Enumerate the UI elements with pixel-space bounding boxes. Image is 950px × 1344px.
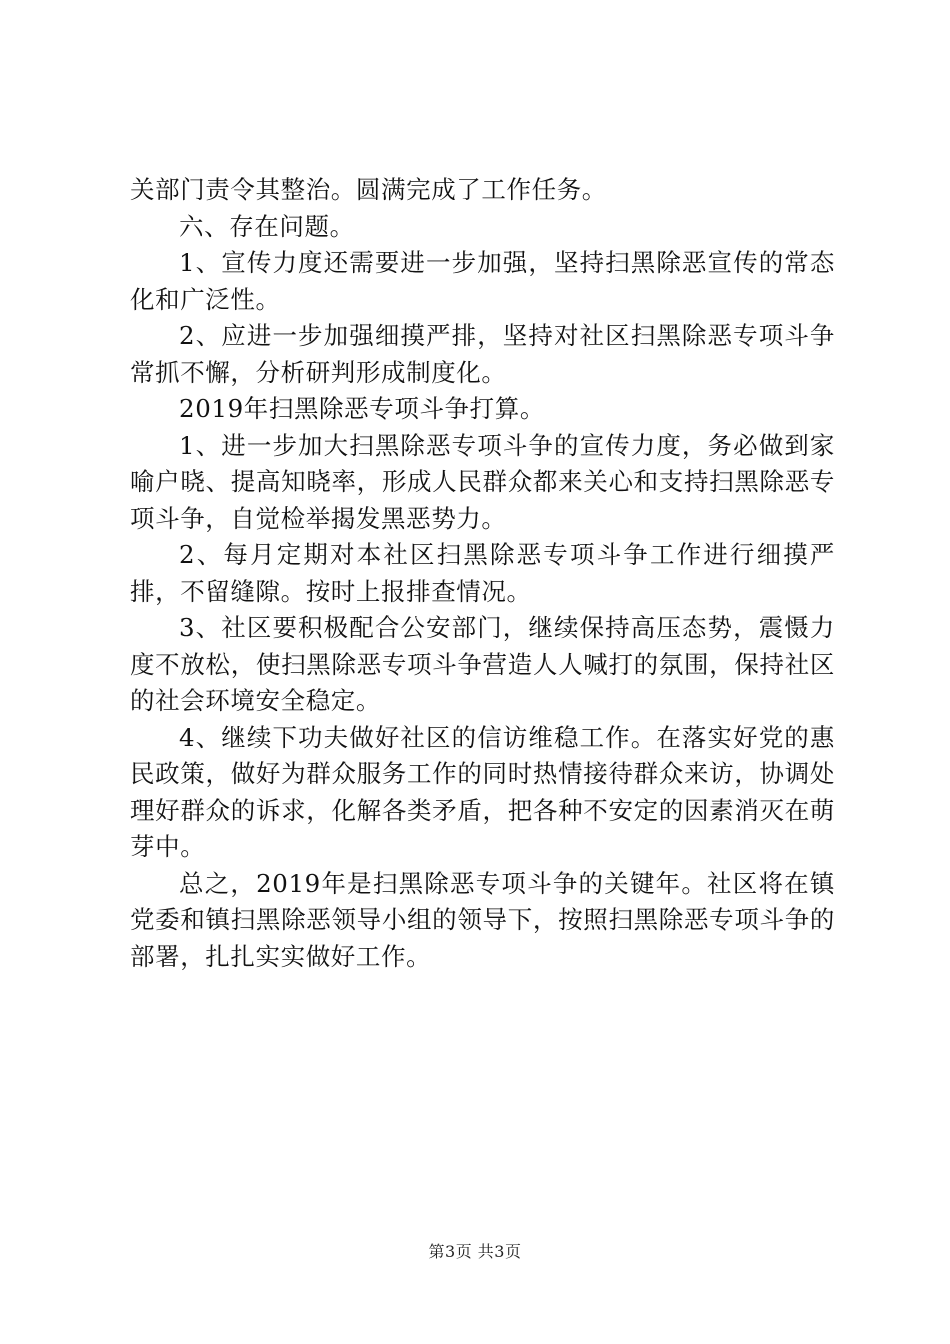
paragraph-continuation: 关部门责令其整治。圆满完成了工作任务。 bbox=[130, 175, 607, 204]
section-heading-plan: 2019年扫黑除恶专项斗争打算。 bbox=[179, 394, 545, 423]
paragraph-plan-1: 1、进一步加大扫黑除恶专项斗争的宣传力度，务必做到家喻户晓、提高知晓率，形成人民群众都来关心和支持扫黑除恶专项斗争，自觉检举揭发黑恶势力。 bbox=[130, 430, 835, 533]
paragraph-plan-3: 3、社区要积极配合公安部门，继续保持高压态势，震慑力度不放松，使扫黑除恶专项斗争营造人人喊打的氛围，保持社区的社会环境安全稳定。 bbox=[130, 613, 835, 715]
paragraph-conclusion: 总之，2019年是扫黑除恶专项斗争的关键年。社区将在镇党委和镇扫黑除恶领导小组的领导下，按照扫黑除恶专项斗争的部署，扎扎实实做好工作。 bbox=[130, 868, 835, 971]
paragraph-plan-4: 4、继续下功夫做好社区的信访维稳工作。在落实好党的惠民政策，做好为群众服务工作的同时热情接待群众来访，协调处理好群众的诉求，化解各类矛盾，把各种不安定的因素消灭在萌芽中。 bbox=[130, 722, 835, 861]
paragraph-plan-2: 2、每月定期对本社区扫黑除恶专项斗争工作进行细摸严排，不留缝隙。按时上报排查情况。 bbox=[130, 540, 835, 606]
section-heading-problems: 六、存在问题。 bbox=[179, 211, 355, 241]
paragraph-problem-2: 2、应进一步加强细摸严排，坚持对社区扫黑除恶专项斗争常抓不懈，分析研判形成制度化。 bbox=[130, 321, 835, 387]
document-body bbox=[130, 172, 835, 975]
page-number-footer: 第3页 共3页 bbox=[428, 1242, 522, 1261]
paragraph-problem-1: 1、宣传力度还需要进一步加强，坚持扫黑除恶宣传的常态化和广泛性。 bbox=[130, 248, 835, 314]
